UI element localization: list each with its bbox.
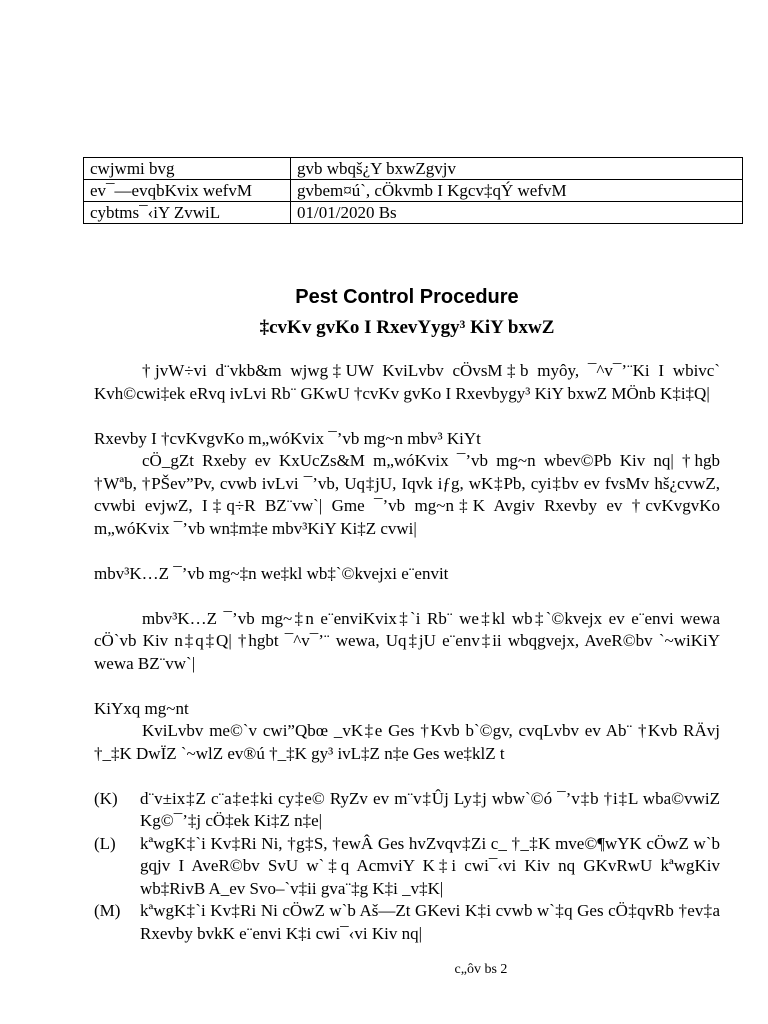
table-key-cell: cwjwmi bvg [84, 158, 291, 180]
rules-list [94, 788, 720, 946]
table-value-cell: 01/01/2020 Bs [291, 202, 743, 224]
section-paragraph: cÖ_gZt Rxeby ev KxUcZs&M m„wóKvix ¯’vb mg~n wbev©Pb Kiv nq| †hgb †Wªb, †PŠev”Pv, cvwb ivLvi ¯’vb, Uq‡jU, Iqvk iƒg, wK‡Pb, cyi‡bv ev fvsMv hš¿cvwZ, cvwbi evjwZ, I‡q÷R BZ¨vw`| Gme ¯’vb mg~n‡K Avgiv Rxevby ev †cvKvgvKo m„wóKvix ¯’vb wn‡m‡e mbv³KiY Ki‡Z cvwi| [94, 451, 720, 538]
document-title-bangla: ‡cvKv gvKo I RxevYygy³ KiY bxwZ [259, 317, 555, 338]
table-row [84, 158, 743, 180]
table-row [84, 202, 743, 224]
section-paragraph: KviLvbv me©`v cwi”Qbœ _vK‡e Ges †Kvb b`©gv, cvqLvbv ev Ab¨ †Kvb RÄvj †_‡K DwÏZ `~wlZ ev®ú †_‡K gy³ ivL‡Z n‡e Ges we‡klZ t [94, 721, 720, 763]
document-body [94, 360, 720, 945]
list-item [94, 788, 720, 833]
section-paragraph: mbv³K…Z ¯’vb mg~‡n e¨enviKvix‡`i Rb¨ we‡kl wb‡`©kvejx ev e¨envi wewa cÖ`vb Kiv n‡q‡Q| †hgbt ¯^v¯’¨ wewa, Uq‡jU e¨env‡ii wbqgvejx, AveR©bv `~wiKiY wewa BZ¨vw`| [94, 608, 720, 673]
section-heading: Rxevby I †cvKvgvKo m„wóKvix ¯’vb mg~n mbv³ KiYt [94, 428, 481, 448]
list-item [94, 900, 720, 945]
section-heading: mbv³K…Z ¯’vb mg~‡n we‡kl wb‡`©kvejxi e¨envit [94, 563, 449, 583]
table-value-cell: gvbem¤ú`, cÖkvmb I Kgcv‡qÝ wefvM [291, 180, 743, 202]
table-row [84, 180, 743, 202]
list-marker: (L) [94, 833, 116, 853]
list-item-text: d¨v±ix‡Z c¨a‡e‡ki cy‡e© RyZv ev m¨v‡Ûj Ly‡j wbw`©ó ¯’v‡b †i‡L wba©vwiZ Kg©¯’‡j cÖ‡ek Ki‡Z n‡e| [140, 788, 720, 830]
list-marker: (M) [94, 901, 121, 920]
table-key-cell: ev¯—evqbKvix wefvM [84, 180, 291, 202]
intro-paragraph: †jvW÷vi d¨vkb&m wjwg‡UW KviLvbv cÖvsM‡b myôy, ¯^v¯’¨Ki I wbivc` Kvh©cwi‡ek eRvq ivLvi Rb¨ GKwU †cvKv gvKo I Rxevbygy³ KiY bxwZ MÖnb K‡i‡Q| [94, 361, 720, 403]
section-heading: KiYxq mg~nt [94, 698, 189, 718]
page-number: c„ôv bs 2 [454, 962, 508, 977]
list-marker: (K) [94, 788, 118, 808]
list-item [94, 833, 720, 901]
document-info-table [83, 157, 743, 224]
table-key-cell: cybtms¯‹iY ZvwiL [84, 202, 291, 224]
table-value-cell: gvb wbqš¿Y bxwZgvjv [291, 158, 743, 180]
list-item-text: kªwgK‡`i Kv‡Ri Ni cÖwZ w`b Aš—Zt GKevi K‡i cvwb w`‡q Ges cÖ‡qvRb †ev‡a Rxevby bvkK e¨envi K‡i cwi¯‹vi Kiv nq| [140, 901, 720, 943]
list-item-text: kªwgK‡`i Kv‡Ri Ni, †g‡S, †ewÂ Ges hvZvqv‡Zi c_ †_‡K mve©¶wYK cÖwZ w`b gqjv I AveR©bv SvU w`‡q AcmviY K‡i cwi¯‹vi Kiv nq GKvRwU kªwgKiv wb‡RivB A_ev Svo–`v‡ii gva¨‡g K‡i _v‡K| [140, 833, 720, 898]
document-title-english: Pest Control Procedure [295, 286, 519, 308]
